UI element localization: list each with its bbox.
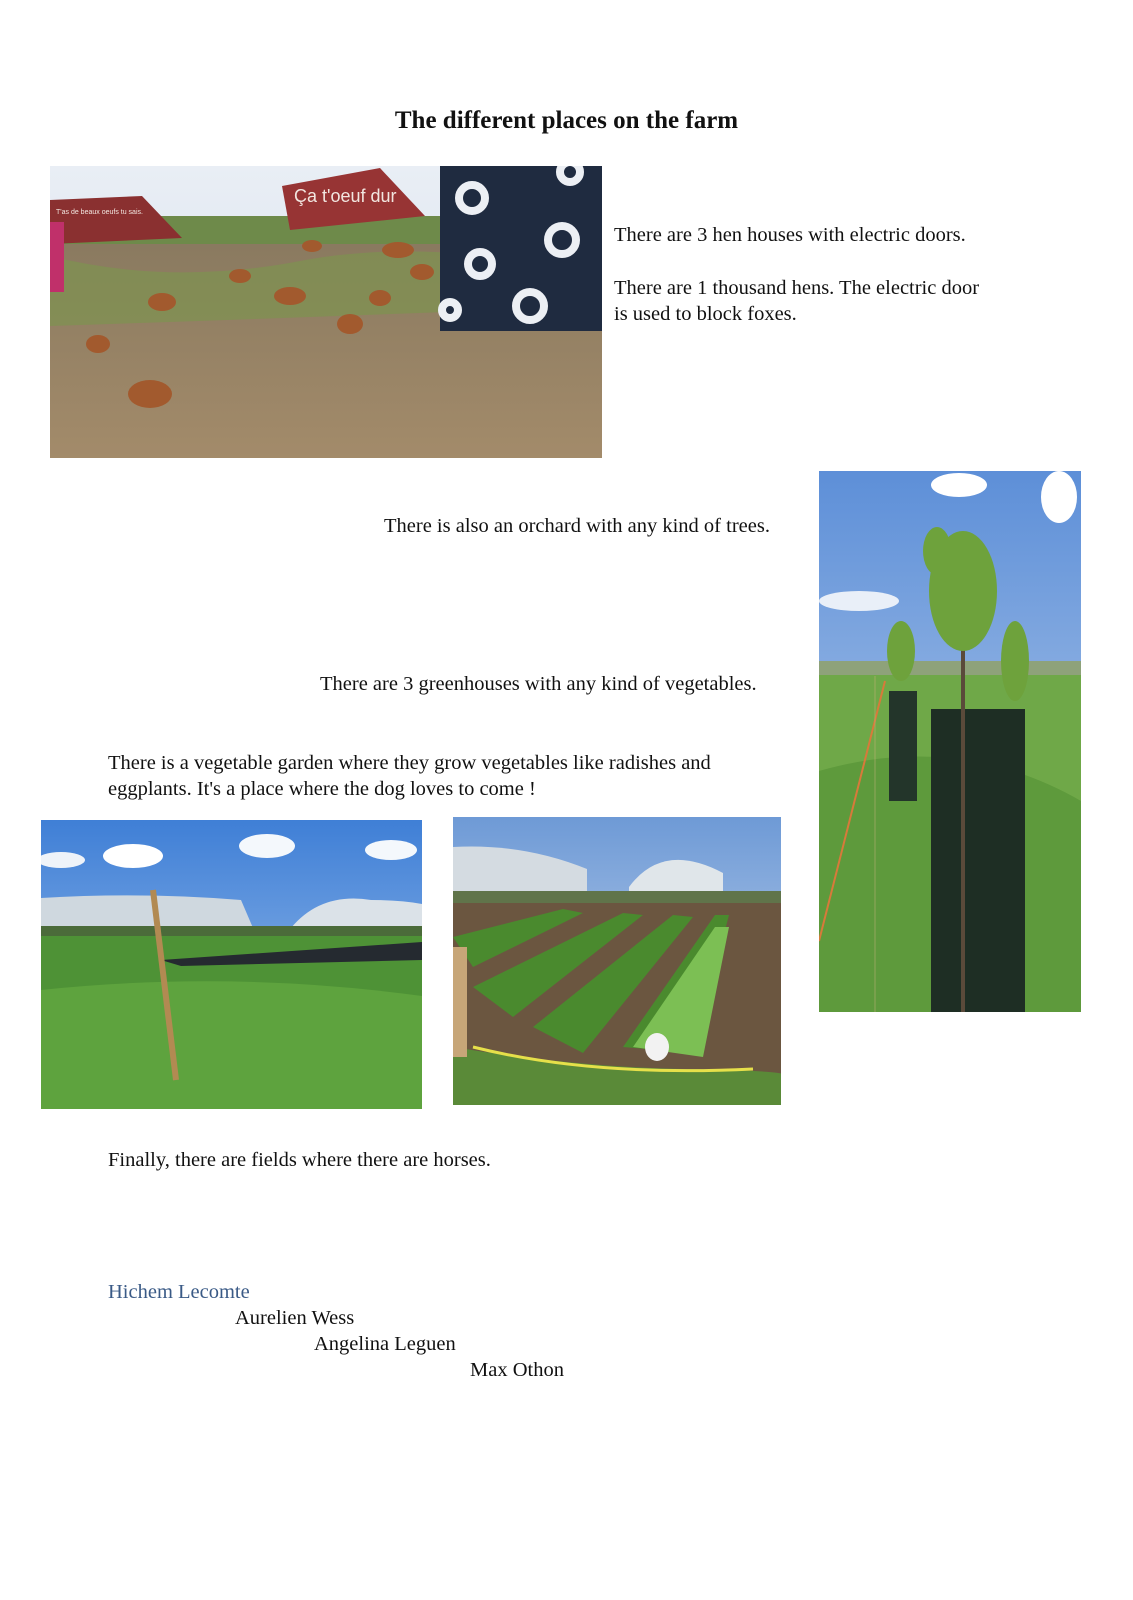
page-title: The different places on the farm (394, 107, 739, 134)
fields-text: Finally, there are fields where there are horses. (108, 1149, 491, 1171)
greenhouses-photo (41, 820, 422, 1109)
orchard-photo (819, 471, 1081, 1012)
author-2: Aurelien Wess (235, 1307, 355, 1329)
author-3: Angelina Leguen (314, 1333, 456, 1355)
vegetable-garden-photo (453, 817, 781, 1105)
garden-text-1: There is a vegetable garden where they grow vegetables like radishes and (108, 752, 711, 774)
svg-text:T'as de beaux oeufs tu sais.: T'as de beaux oeufs tu sais. (56, 209, 143, 216)
garden-text-2: eggplants. It's a place where the dog loves to come ! (108, 778, 536, 800)
orchard-text: There is also an orchard with any kind of trees. (384, 515, 770, 537)
hen-houses-text-1: There are 3 hen houses with electric doors. (614, 224, 966, 246)
greenhouses-text: There are 3 greenhouses with any kind of vegetables. (320, 673, 757, 695)
svg-text:Ça t'oeuf dur: Ça t'oeuf dur (294, 186, 397, 206)
hen-houses-text-2: There are 1 thousand hens. The electric door (614, 277, 980, 299)
hen-houses-text-3: is used to block foxes. (614, 303, 797, 325)
hens-photo (50, 166, 602, 458)
author-1: Hichem Lecomte (108, 1281, 250, 1303)
author-4: Max Othon (470, 1359, 564, 1381)
